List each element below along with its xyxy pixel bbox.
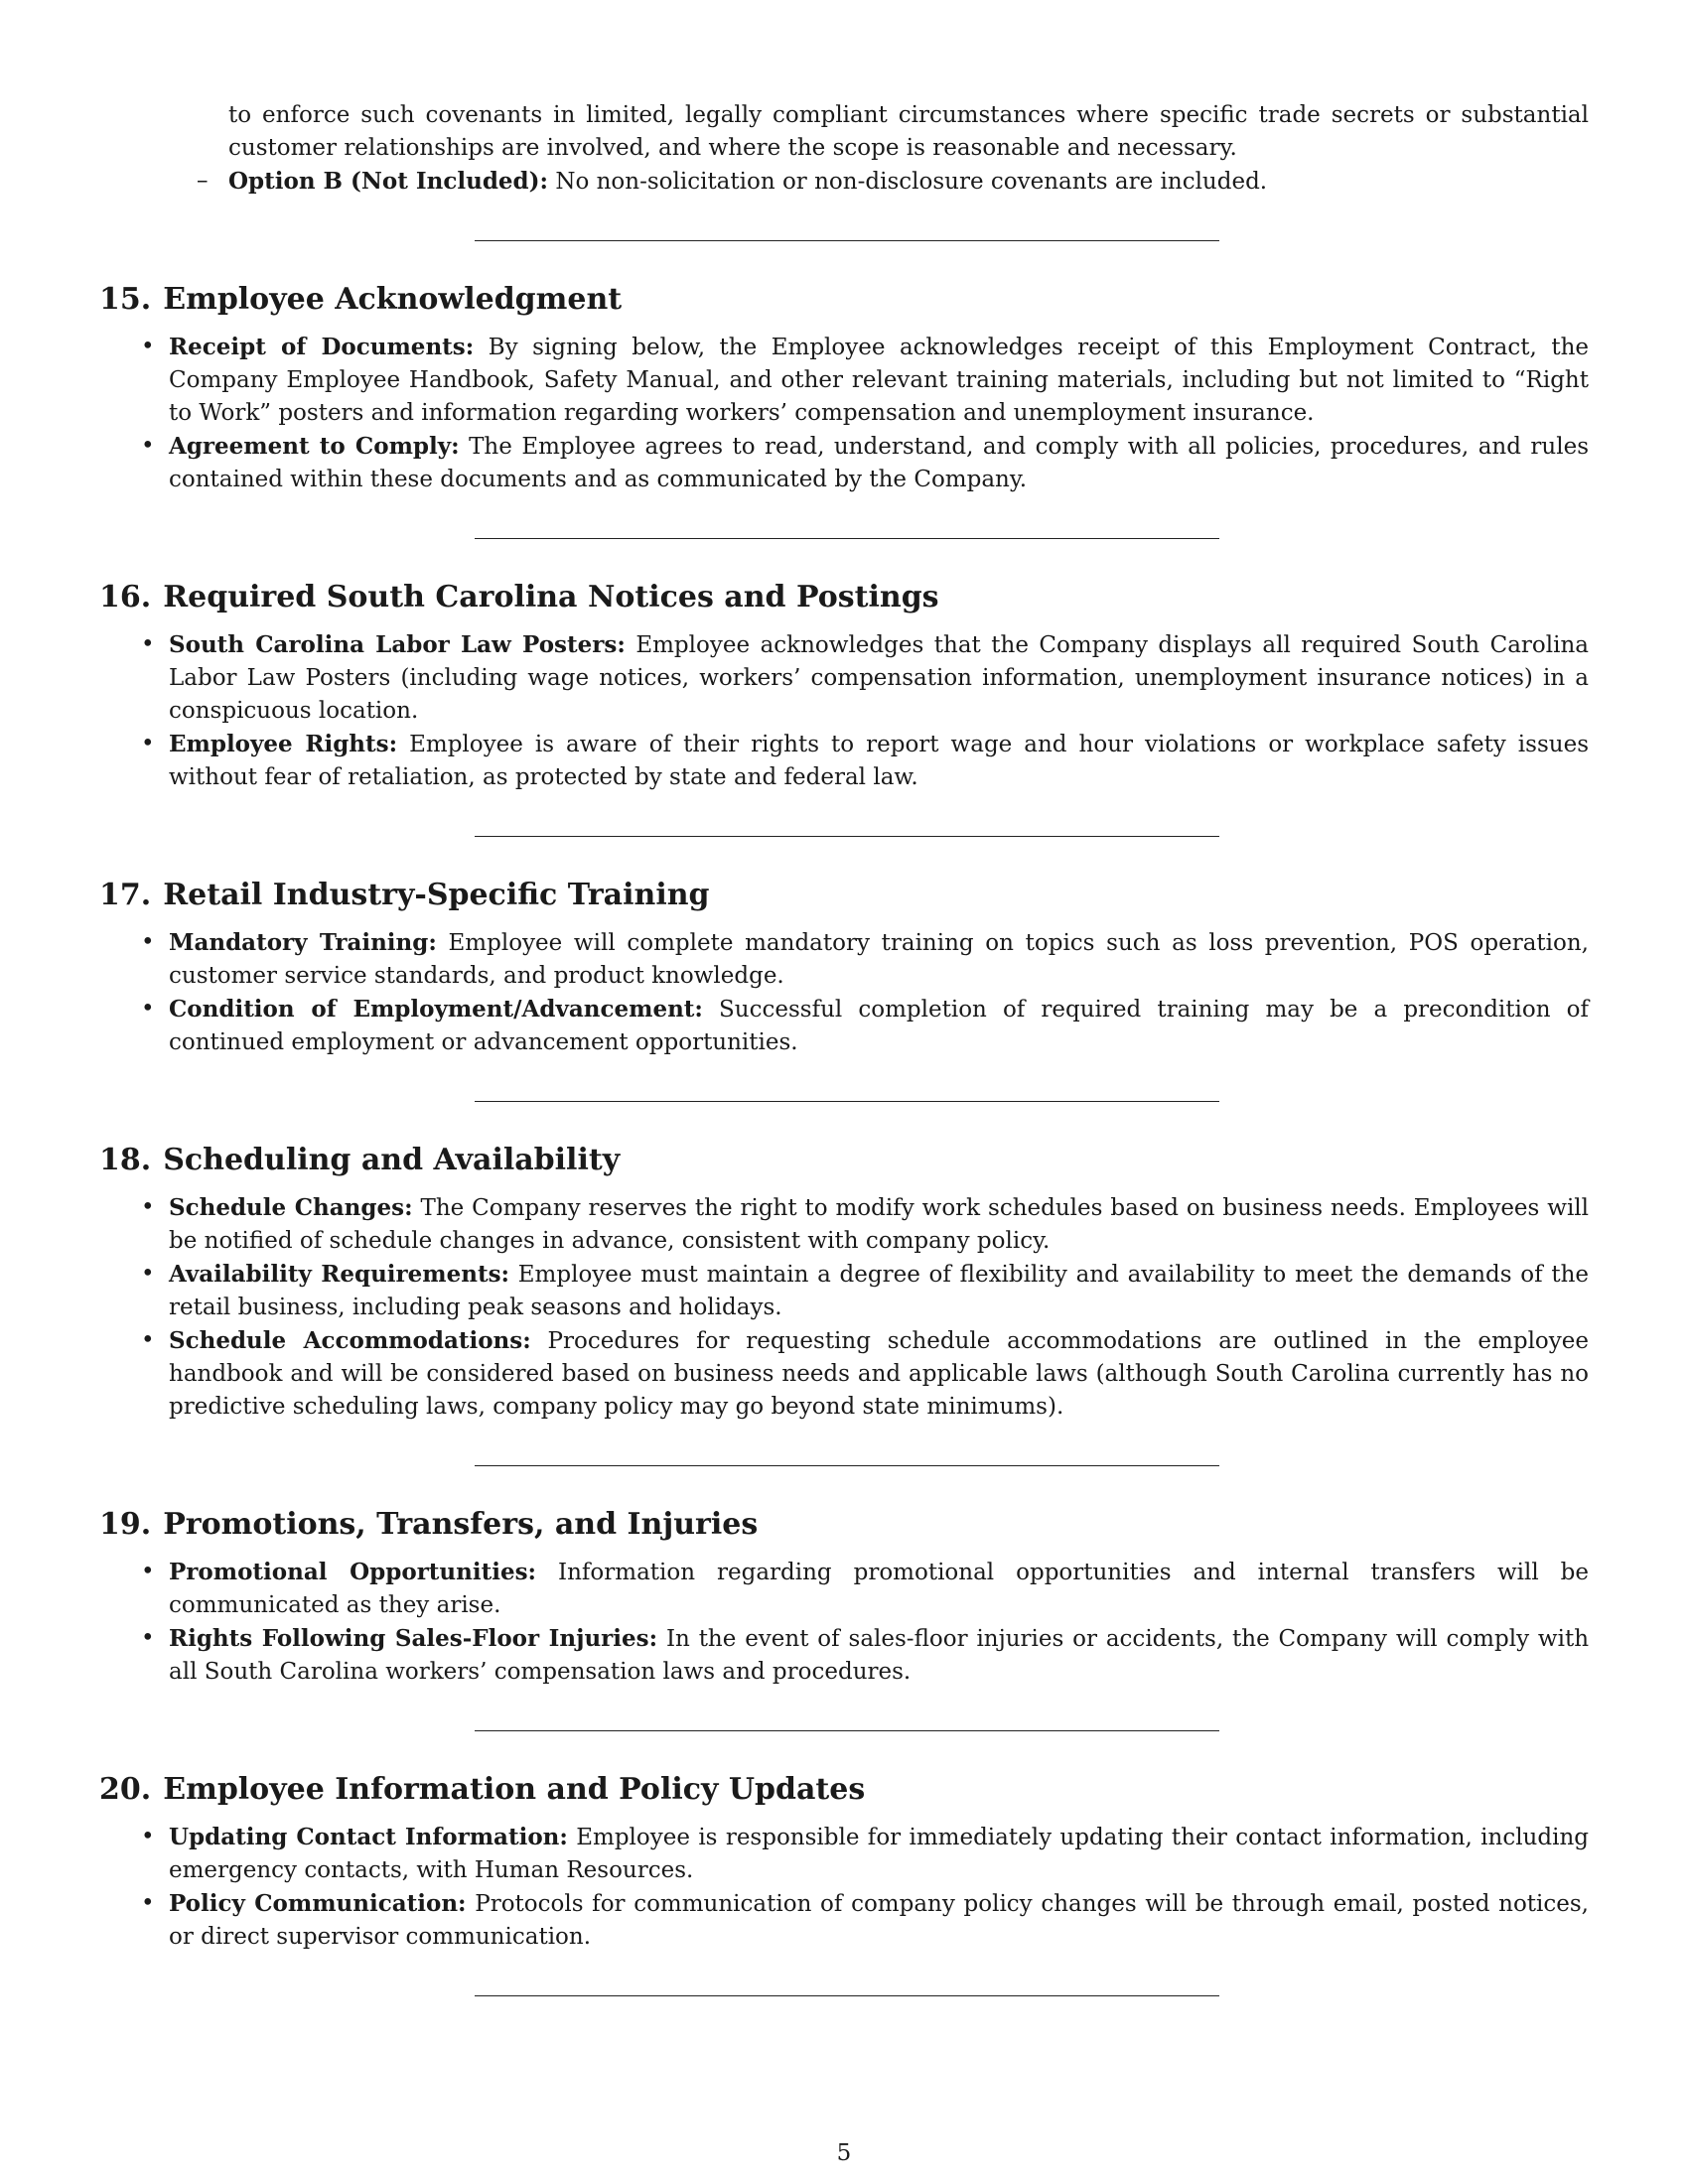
section-heading: 17. Retail Industry-Specific Training [99, 878, 710, 912]
option-b-text: No non-solicitation or non-disclosure covenants are included. [555, 169, 1268, 195]
list-item: • Employee Rights: Employee is aware of their rights to report wage and hour violations or workplace safety issues without fear of retaliation, as protected by state and federal law. [141, 731, 1589, 790]
section-list [99, 1191, 1589, 1424]
section-heading: 20. Employee Information and Policy Updates [99, 1772, 866, 1807]
section-divider [475, 1995, 1219, 1996]
option-b-label: Option B (Not Included): [228, 168, 548, 195]
list-item: • South Carolina Labor Law Posters: Employee acknowledges that the Company displays all required South Carolina Labor Law Posters (including wage notices, workers’ compensation information, unemployment insurance notices) in a conspicuous location. [141, 631, 1589, 724]
list-item: • Rights Following Sales-Floor Injuries: In the event of sales-floor injuries or accidents, the Company will comply with all South Carolina workers’ compensation laws and procedures. [141, 1625, 1590, 1685]
section-divider [475, 1465, 1219, 1466]
list-item: • Schedule Accommodations: Procedures for requesting schedule accommodations are outlined in the employee handbook and will be considered based on business needs and applicable laws (although South Carolina currently has no predictive scheduling laws, company policy may go beyond state minimums). [141, 1327, 1589, 1420]
section-20 [99, 1771, 1589, 1954]
section-17 [99, 877, 1589, 1059]
section-heading: 16. Required South Carolina Notices and Postings [99, 580, 939, 614]
dash-marker: – [197, 168, 209, 194]
section-list [99, 1821, 1589, 1954]
option-b-item [197, 165, 1620, 199]
list-item: • Condition of Employment/Advancement: Successful completion of required training may be a precondition of continued employment or advancement opportunities. [141, 996, 1589, 1055]
section-list [99, 1556, 1589, 1689]
section-18 [99, 1142, 1589, 1424]
list-item: • Promotional Opportunities: Information regarding promotional opportunities and internal transfers will be communicated as they arise. [141, 1559, 1589, 1618]
section-list [99, 628, 1589, 794]
section-heading: 18. Scheduling and Availability [99, 1143, 621, 1177]
continuation-text: to enforce such covenants in limited, legally compliant circumstances where specific trade secrets or substantial customer relationships are involved, and where the scope is reasonable and necessary. [228, 102, 1589, 161]
section-list [99, 926, 1589, 1059]
section-divider [475, 836, 1219, 837]
list-item: • Policy Communication: Protocols for communication of company policy changes will be through email, posted notices, or direct supervisor communication. [141, 1890, 1589, 1950]
list-item: • Availability Requirements: Employee must maintain a degree of flexibility and availability to meet the demands of the retail business, including peak seasons and holidays. [141, 1261, 1589, 1320]
list-item: • Updating Contact Information: Employee is responsible for immediately updating their contact information, including emergency contacts, with Human Resources. [141, 1824, 1589, 1883]
list-item: • Receipt of Documents: By signing below, the Employee acknowledges receipt of this Employment Contract, the Company Employee Handbook, Safety Manual, and other relevant training materials, including but not limited to “Right to Work” posters and information regarding workers’ compensation and unemployment insurance. [141, 334, 1589, 426]
list-item: • Agreement to Comply: The Employee agrees to read, understand, and comply with all policies, procedures, and rules contained within these documents and as communicated by the Company. [141, 433, 1590, 492]
section-16 [99, 579, 1589, 794]
page-number: 5 [836, 2140, 852, 2166]
section-list [99, 331, 1589, 496]
continuation-paragraph [228, 99, 1589, 165]
list-item: • Schedule Changes: The Company reserves the right to modify work schedules based on business needs. Employees will be notified of schedule changes in advance, consistent with company policy. [141, 1194, 1590, 1254]
section-divider [475, 1101, 1219, 1102]
section-divider [475, 240, 1219, 241]
document-page [99, 99, 1589, 1996]
list-item: • Mandatory Training: Employee will complete mandatory training on topics such as loss prevention, POS operation, customer service standards, and product knowledge. [141, 929, 1589, 989]
section-heading: 15. Employee Acknowledgment [99, 282, 623, 317]
section-19 [99, 1506, 1589, 1689]
section-heading: 19. Promotions, Transfers, and Injuries [99, 1507, 759, 1542]
section-divider [475, 538, 1219, 539]
section-15 [99, 281, 1589, 496]
section-divider [475, 1730, 1219, 1731]
